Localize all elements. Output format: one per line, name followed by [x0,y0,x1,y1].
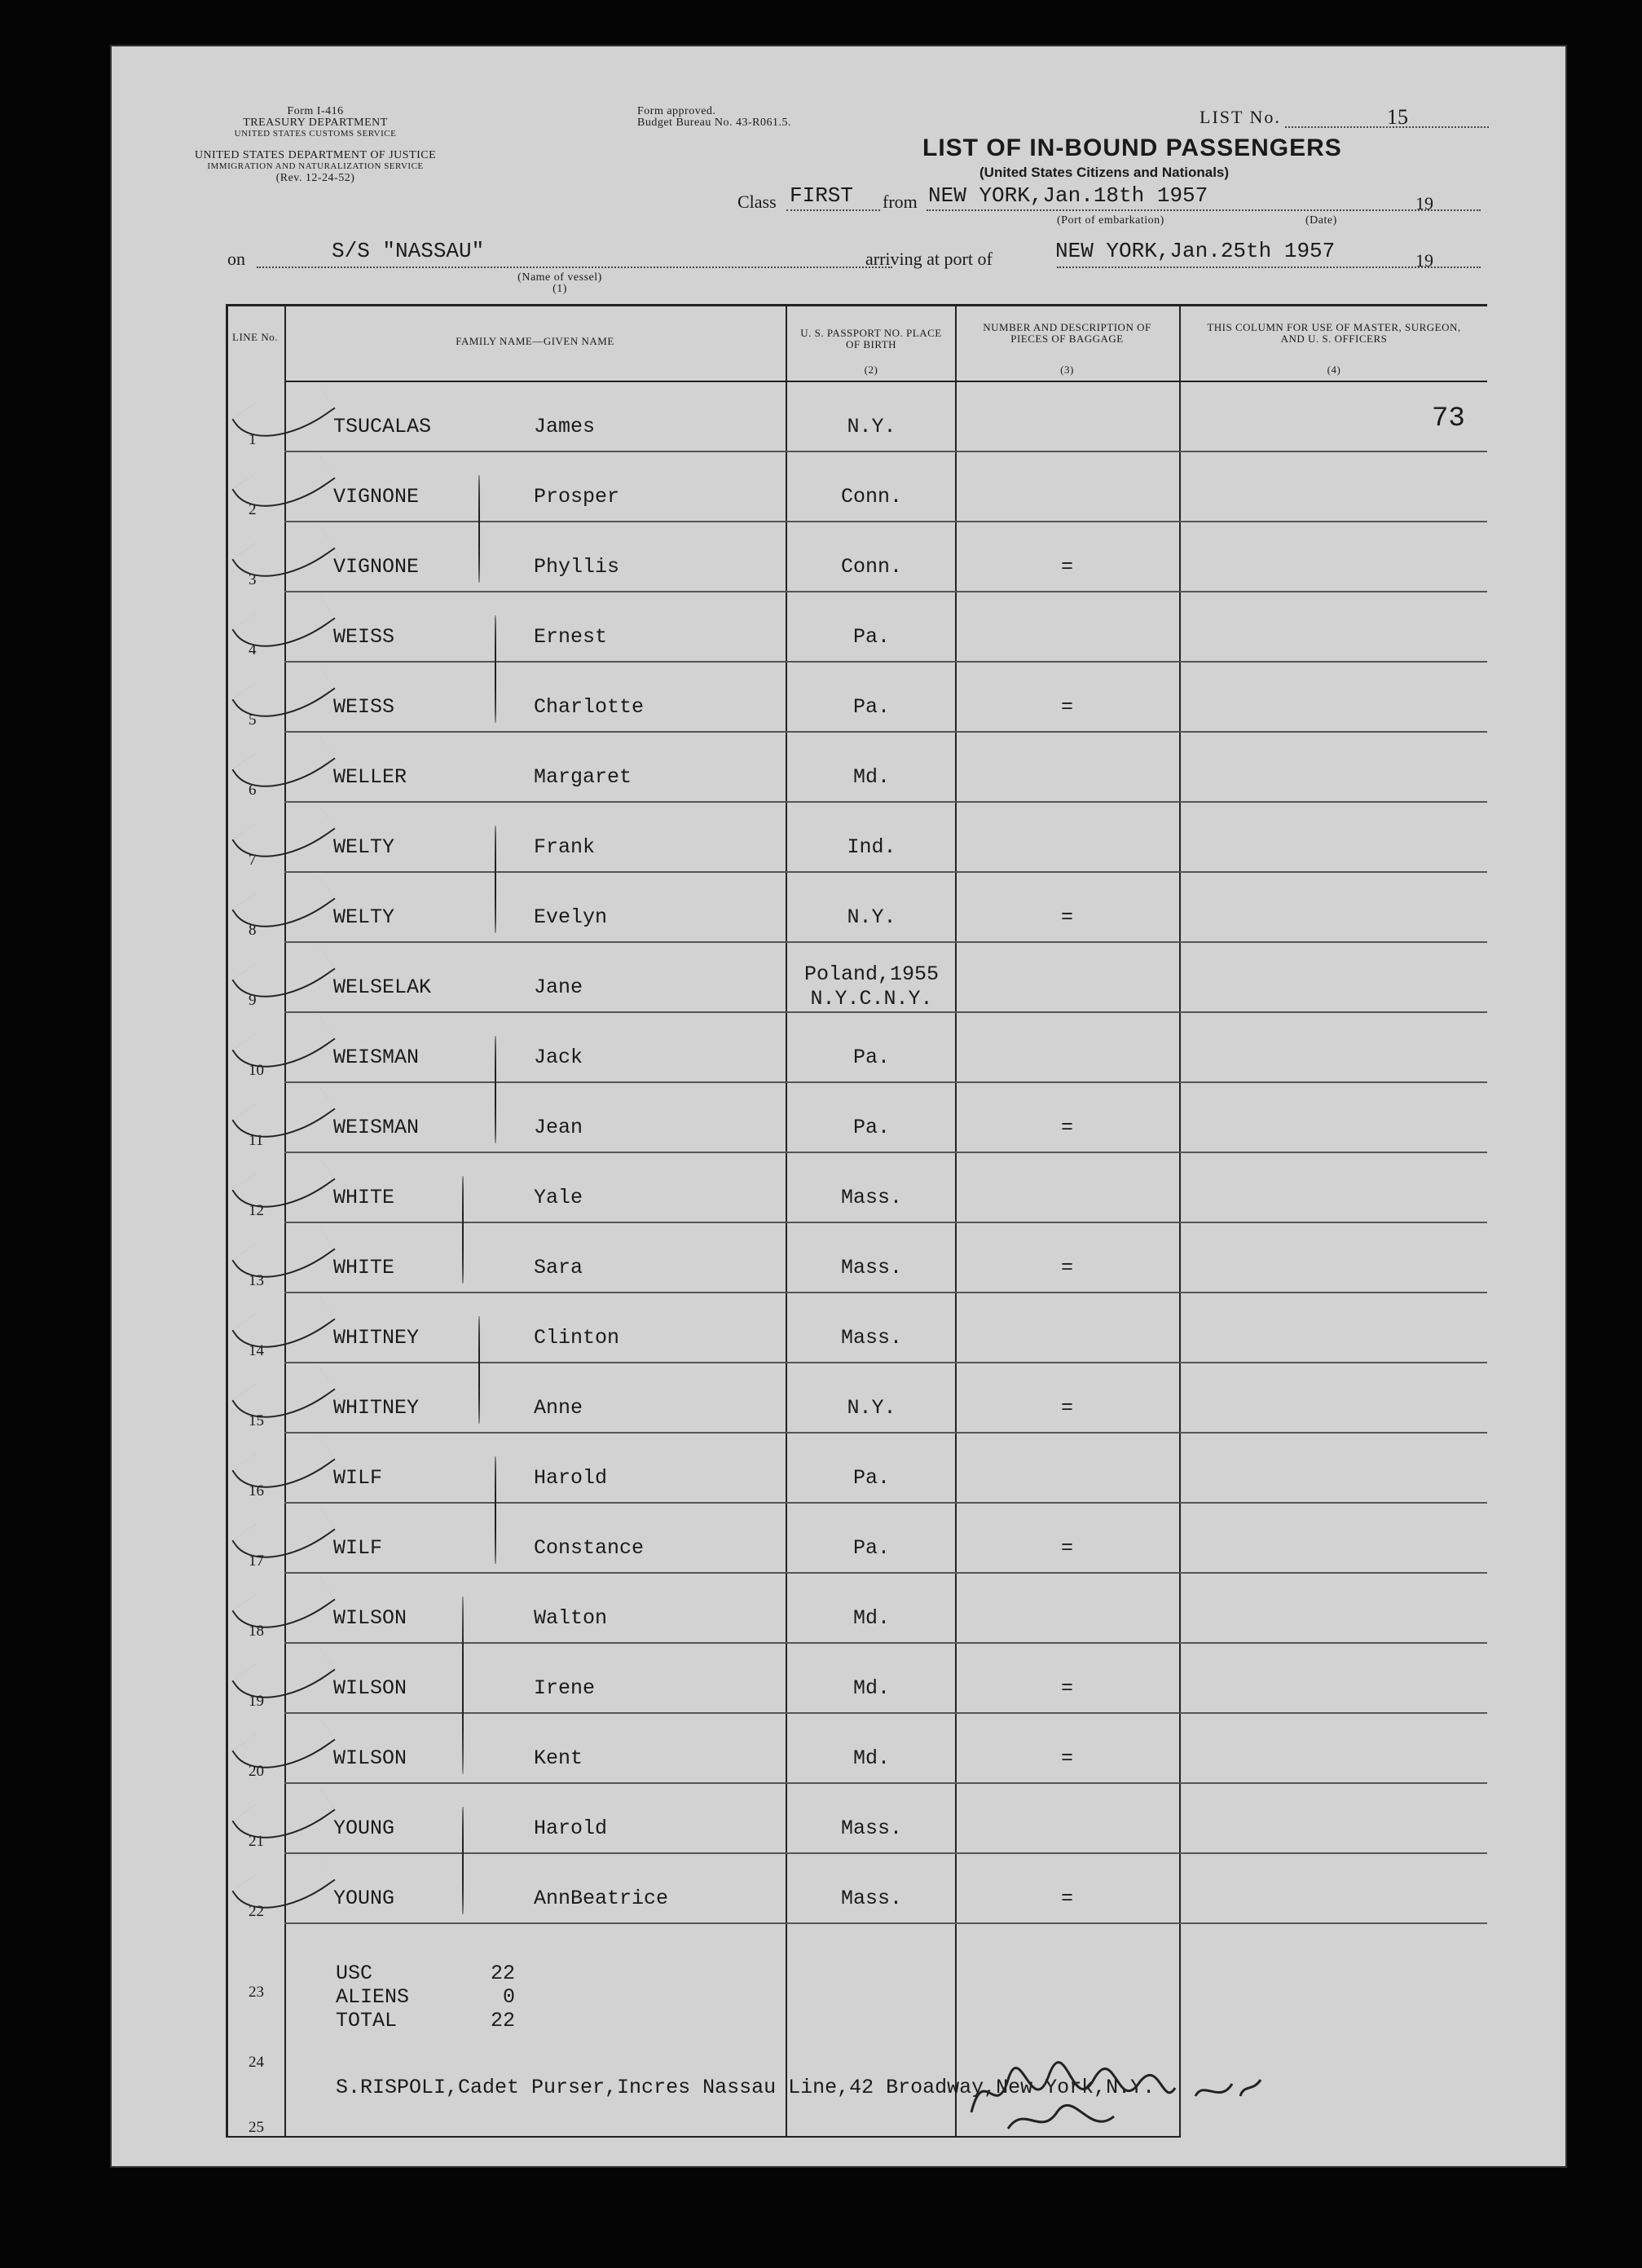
customs-service: UNITED STATES CUSTOMS SERVICE [234,129,397,139]
given-name: Phyllis [534,555,620,579]
vessel-col-number: (1) [552,283,567,295]
header-baggage: NUMBER AND DESCRIPTION OF PIECES OF BAGGAGE [983,321,1151,345]
given-name: Anne [534,1396,583,1420]
given-name: Yale [534,1186,583,1209]
family-bracket [495,1036,496,1143]
table-top-rule [226,304,1487,306]
given-name: Frank [534,835,596,859]
family-name: WILF [333,1536,383,1560]
class-value: FIRST [790,183,854,208]
budget-bureau: Budget Bureau No. 43-R061.5. [637,117,791,129]
line-number: 3 [249,571,257,588]
family-bracket [495,826,496,933]
row-rule [284,1502,1487,1504]
place-of-birth: N.Y. [847,905,896,929]
officer-note: 73 [1432,403,1465,434]
vessel-caption: (Name of vessel) [517,271,602,284]
place-of-birth: Mass. [840,1887,902,1910]
family-name: WEISMAN [333,1116,420,1139]
row-rule [284,451,1487,452]
line-number: 21 [249,1833,264,1850]
row-rule [284,731,1487,733]
baggage-count: = [1060,1746,1073,1770]
place-of-birth: Pa. [852,1116,890,1139]
date-caption: (Date) [1305,214,1337,227]
line-number: 17 [249,1552,264,1570]
family-bracket [478,1316,480,1424]
header-officers-num: (4) [1327,363,1341,376]
given-name: Jane [534,975,583,999]
given-name: Margaret [534,765,632,789]
family-name: WILSON [333,1606,407,1630]
purser-statement: S.RISPOLI,Cadet Purser,Incres Nassau Line,42 Broadway,New York,N.Y. [336,2076,1156,2099]
line-number: 20 [249,1763,264,1780]
year-suffix-2: 19 [1415,250,1433,271]
place-of-birth: Mass. [840,1817,902,1840]
row-rule [284,801,1487,803]
family-name: WILF [333,1466,383,1490]
list-no-label: LIST No. [1200,107,1281,127]
row-rule [284,1782,1487,1784]
officer-signature [959,2047,1269,2145]
total-label: TOTAL [336,2009,398,2032]
row-rule [284,661,1487,663]
line-number: 7 [249,852,257,869]
line-number: 18 [249,1623,264,1640]
form-approved: Form approved. [637,105,716,117]
treasury-dept: TREASURY DEPARTMENT [243,117,388,129]
baggage-count: = [1060,905,1073,929]
row-rule [284,1922,1487,1924]
place-of-birth: Conn. [840,485,902,509]
place-of-birth: Poland,1955 N.Y.C.N.Y. [803,962,940,1011]
form-number: Form I-416 [287,105,344,117]
row-rule [284,1432,1487,1433]
baggage-count: = [1060,1887,1073,1910]
line-number: 22 [249,1903,264,1920]
baggage-count: = [1060,1116,1073,1139]
from-line [927,209,1481,211]
place-of-birth: Pa. [852,695,890,719]
from-label: from [883,192,918,212]
family-bracket [478,475,480,583]
on-label: on [227,249,245,269]
col-passport-divider [955,304,957,2138]
embarkation-value: NEW YORK,Jan.18th 1957 [928,183,1208,208]
col-name-divider [786,304,787,2138]
row-rule [284,1362,1487,1363]
given-name: Jean [534,1116,583,1139]
place-of-birth: N.Y. [847,1396,896,1420]
given-name: Constance [534,1536,645,1560]
given-name: Irene [534,1676,596,1700]
given-name: Prosper [534,485,620,509]
line-number: 12 [249,1202,264,1219]
vessel-value: S/S "NASSAU" [332,239,485,263]
family-name: WHITNEY [333,1326,420,1350]
line-number-23: 23 [249,1984,264,2001]
revision-date: (Rev. 12-24-52) [275,172,355,184]
line-number: 6 [249,782,257,799]
line-number-25: 25 [249,2119,264,2136]
port-embarkation-caption: (Port of embarkation) [1057,214,1164,227]
family-name: WHITE [333,1186,395,1209]
family-name: VIGNONE [333,485,420,509]
family-name: WEISS [333,625,395,649]
place-of-birth: Md. [852,765,890,789]
given-name: Kent [534,1746,583,1770]
col-baggage-divider [1179,304,1181,2138]
year-suffix: 19 [1415,193,1433,214]
row-rule [284,591,1487,592]
family-name: WHITNEY [333,1396,420,1420]
family-bracket [462,1176,464,1284]
family-bracket [462,1807,464,1914]
row-rule [284,1572,1487,1574]
header-baggage-num: (3) [1060,363,1074,376]
passenger-list-form [110,45,1567,2168]
place-of-birth: Md. [852,1676,890,1700]
header-family-name: FAMILY NAME—GIVEN NAME [456,335,614,347]
given-name: Clinton [534,1326,620,1350]
line-number: 15 [249,1412,264,1429]
given-name: Harold [534,1466,608,1490]
family-bracket [495,615,496,723]
place-of-birth: Mass. [840,1326,902,1350]
line-number: 2 [249,501,257,518]
place-of-birth: Conn. [840,555,902,579]
place-of-birth: Pa. [852,1536,890,1560]
place-of-birth: Ind. [847,835,896,859]
line-number: 9 [249,992,257,1009]
header-line-no: LINE No. [232,331,278,343]
form-subtitle: (United States Citizens and Nationals) [979,165,1230,180]
place-of-birth: Mass. [840,1256,902,1279]
baggage-count: = [1060,1256,1073,1279]
family-name: YOUNG [333,1817,395,1840]
usc-count: 22 [491,1962,516,1985]
row-rule [284,1152,1487,1153]
row-rule [284,941,1487,943]
given-name: Sara [534,1256,583,1279]
family-bracket [462,1596,464,1774]
place-of-birth: Md. [852,1746,890,1770]
family-name: WELSELAK [333,975,432,999]
place-of-birth: N.Y. [847,415,896,438]
row-rule [284,1222,1487,1223]
family-name: WILSON [333,1746,407,1770]
baggage-count: = [1060,695,1073,719]
baggage-count: = [1060,1396,1073,1420]
place-of-birth: Mass. [840,1186,902,1209]
line-number: 16 [249,1482,264,1500]
baggage-count: = [1060,555,1073,579]
family-name: WEISS [333,695,395,719]
line-number-24: 24 [249,2054,264,2071]
baggage-count: = [1060,1676,1073,1700]
family-name: WEISMAN [333,1046,420,1069]
place-of-birth: Pa. [852,1466,890,1490]
place-of-birth: Pa. [852,625,890,649]
ins-service: IMMIGRATION AND NATURALIZATION SERVICE [207,161,424,171]
arrival-value: NEW YORK,Jan.25th 1957 [1055,239,1336,263]
line-number: 4 [249,641,257,658]
aliens-count: 0 [503,1985,516,2009]
line-number: 19 [249,1693,264,1710]
row-rule [284,1011,1487,1013]
line-number: 10 [249,1062,264,1079]
justice-dept: UNITED STATES DEPARTMENT OF JUSTICE [194,149,437,161]
form-title: LIST OF IN-BOUND PASSENGERS [922,134,1342,161]
row-rule [284,1642,1487,1644]
header-passport-num: (2) [864,363,878,376]
family-name: WELTY [333,835,395,859]
line-number: 14 [249,1342,264,1359]
header-bottom-rule [284,381,1487,382]
given-name: Harold [534,1817,608,1840]
table-left-rule [226,304,228,2138]
given-name: Charlotte [534,695,645,719]
row-rule [284,521,1487,522]
list-number: 15 [1387,105,1408,129]
row-rule [284,1852,1487,1854]
given-name: AnnBeatrice [534,1887,669,1910]
row-rule [284,1712,1487,1714]
header-officers: THIS COLUMN FOR USE OF MASTER, SURGEON, AND U. S. OFFICERS [1207,321,1461,345]
class-label: Class [737,192,777,212]
family-name: WELTY [333,905,395,929]
header-passport: U. S. PASSPORT NO. PLACE OF BIRTH [800,327,942,350]
family-name: TSUCALAS [333,415,432,438]
vessel-line [257,266,892,268]
given-name: Jack [534,1046,583,1069]
arriving-label: arriving at port of [865,249,993,269]
place-of-birth: Md. [852,1606,890,1630]
row-rule [284,1292,1487,1293]
class-line [786,209,880,211]
given-name: Evelyn [534,905,608,929]
family-name: WILSON [333,1676,407,1700]
line-number: 13 [249,1272,264,1289]
row-rule [284,871,1487,873]
family-name: WHITE [333,1256,395,1279]
given-name: Ernest [534,625,608,649]
line-number: 5 [249,711,257,729]
total-count: 22 [491,2009,516,2032]
family-name: WELLER [333,765,407,789]
place-of-birth: Pa. [852,1046,890,1069]
family-bracket [495,1456,496,1564]
line-number: 8 [249,922,257,939]
given-name: Walton [534,1606,608,1630]
line-number: 1 [249,431,257,448]
baggage-count: = [1060,1536,1073,1560]
family-name: YOUNG [333,1887,395,1910]
family-name: VIGNONE [333,555,420,579]
given-name: James [534,415,596,438]
aliens-label: ALIENS [336,1985,410,2009]
usc-label: USC [336,1962,373,1985]
line-number: 11 [249,1132,264,1149]
row-rule [284,1081,1487,1083]
